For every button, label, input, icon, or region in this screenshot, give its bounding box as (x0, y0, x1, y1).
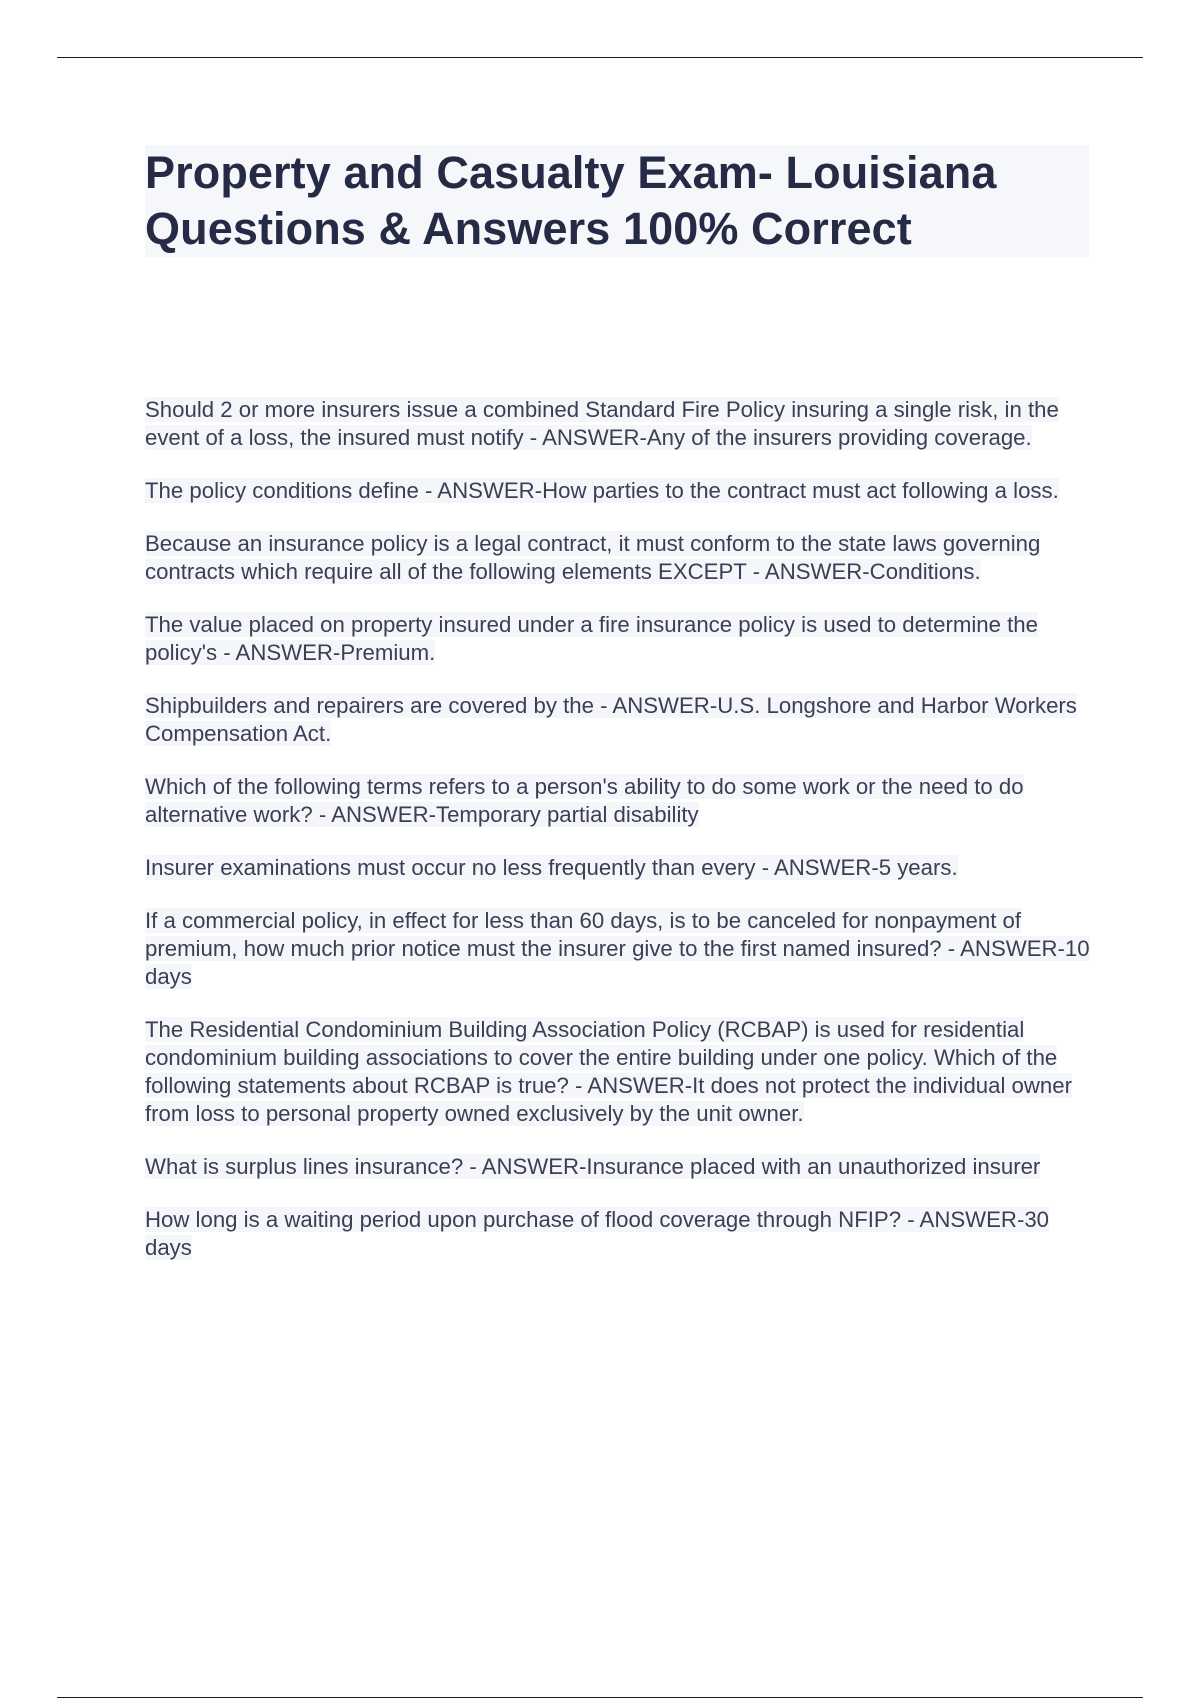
qa-item-text: Should 2 or more insurers issue a combined Standard Fire Policy insuring a single risk, in the event of a loss, the insured must notify - ANSWER-Any of the insurers providing coverage. (145, 397, 1059, 450)
qa-item-text: What is surplus lines insurance? - ANSWER-Insurance placed with an unauthorized insurer (145, 1154, 1041, 1179)
qa-item-text: The value placed on property insured under a fire insurance policy is used to determine the policy's - ANSWER-Premium. (145, 612, 1038, 665)
qa-item (145, 611, 1095, 667)
qa-item (145, 1206, 1095, 1262)
qa-item (145, 907, 1095, 991)
qa-item (145, 773, 1095, 829)
qa-item-text: If a commercial policy, in effect for less than 60 days, is to be canceled for nonpayment of premium, how much prior notice must the insurer give to the first named insured? - ANSWER-10 days (145, 908, 1090, 989)
document-title: Property and Casualty Exam- Louisiana Questions & Answers 100% Correct (145, 147, 997, 254)
qa-item-text: Shipbuilders and repairers are covered by the - ANSWER-U.S. Longshore and Harbor Workers Compensation Act. (145, 693, 1077, 746)
qa-item-text: How long is a waiting period upon purchase of flood coverage through NFIP? - ANSWER-30 days (145, 1207, 1050, 1260)
qa-item (145, 477, 1095, 505)
footer-rule (57, 1697, 1143, 1698)
qa-item (145, 396, 1095, 452)
qa-item (145, 530, 1095, 586)
qa-item-text: The Residential Condominium Building Association Policy (RCBAP) is used for residential condominium building associations to cover the entire building under one policy. Which of the following statements about RCBAP is true? - ANSWER-It does not protect the individual owner from loss to personal property owned exclusively by the unit owner. (145, 1017, 1072, 1126)
qa-item (145, 1153, 1095, 1181)
title-block (145, 145, 1089, 257)
header-rule (57, 57, 1143, 58)
qa-item-text: Which of the following terms refers to a person's ability to do some work or the need to do alternative work? - ANSWER-Temporary partial disability (145, 774, 1024, 827)
qa-item-text: The policy conditions define - ANSWER-How parties to the contract must act following a loss. (145, 478, 1059, 503)
qa-item-text: Because an insurance policy is a legal contract, it must conform to the state laws governing contracts which require all of the following elements EXCEPT - ANSWER-Conditions. (145, 531, 1041, 584)
qa-item-text: Insurer examinations must occur no less frequently than every - ANSWER-5 years. (145, 855, 958, 880)
qa-item (145, 854, 1095, 882)
qa-item (145, 1016, 1095, 1128)
qa-list (145, 396, 1095, 1287)
qa-item (145, 692, 1095, 748)
